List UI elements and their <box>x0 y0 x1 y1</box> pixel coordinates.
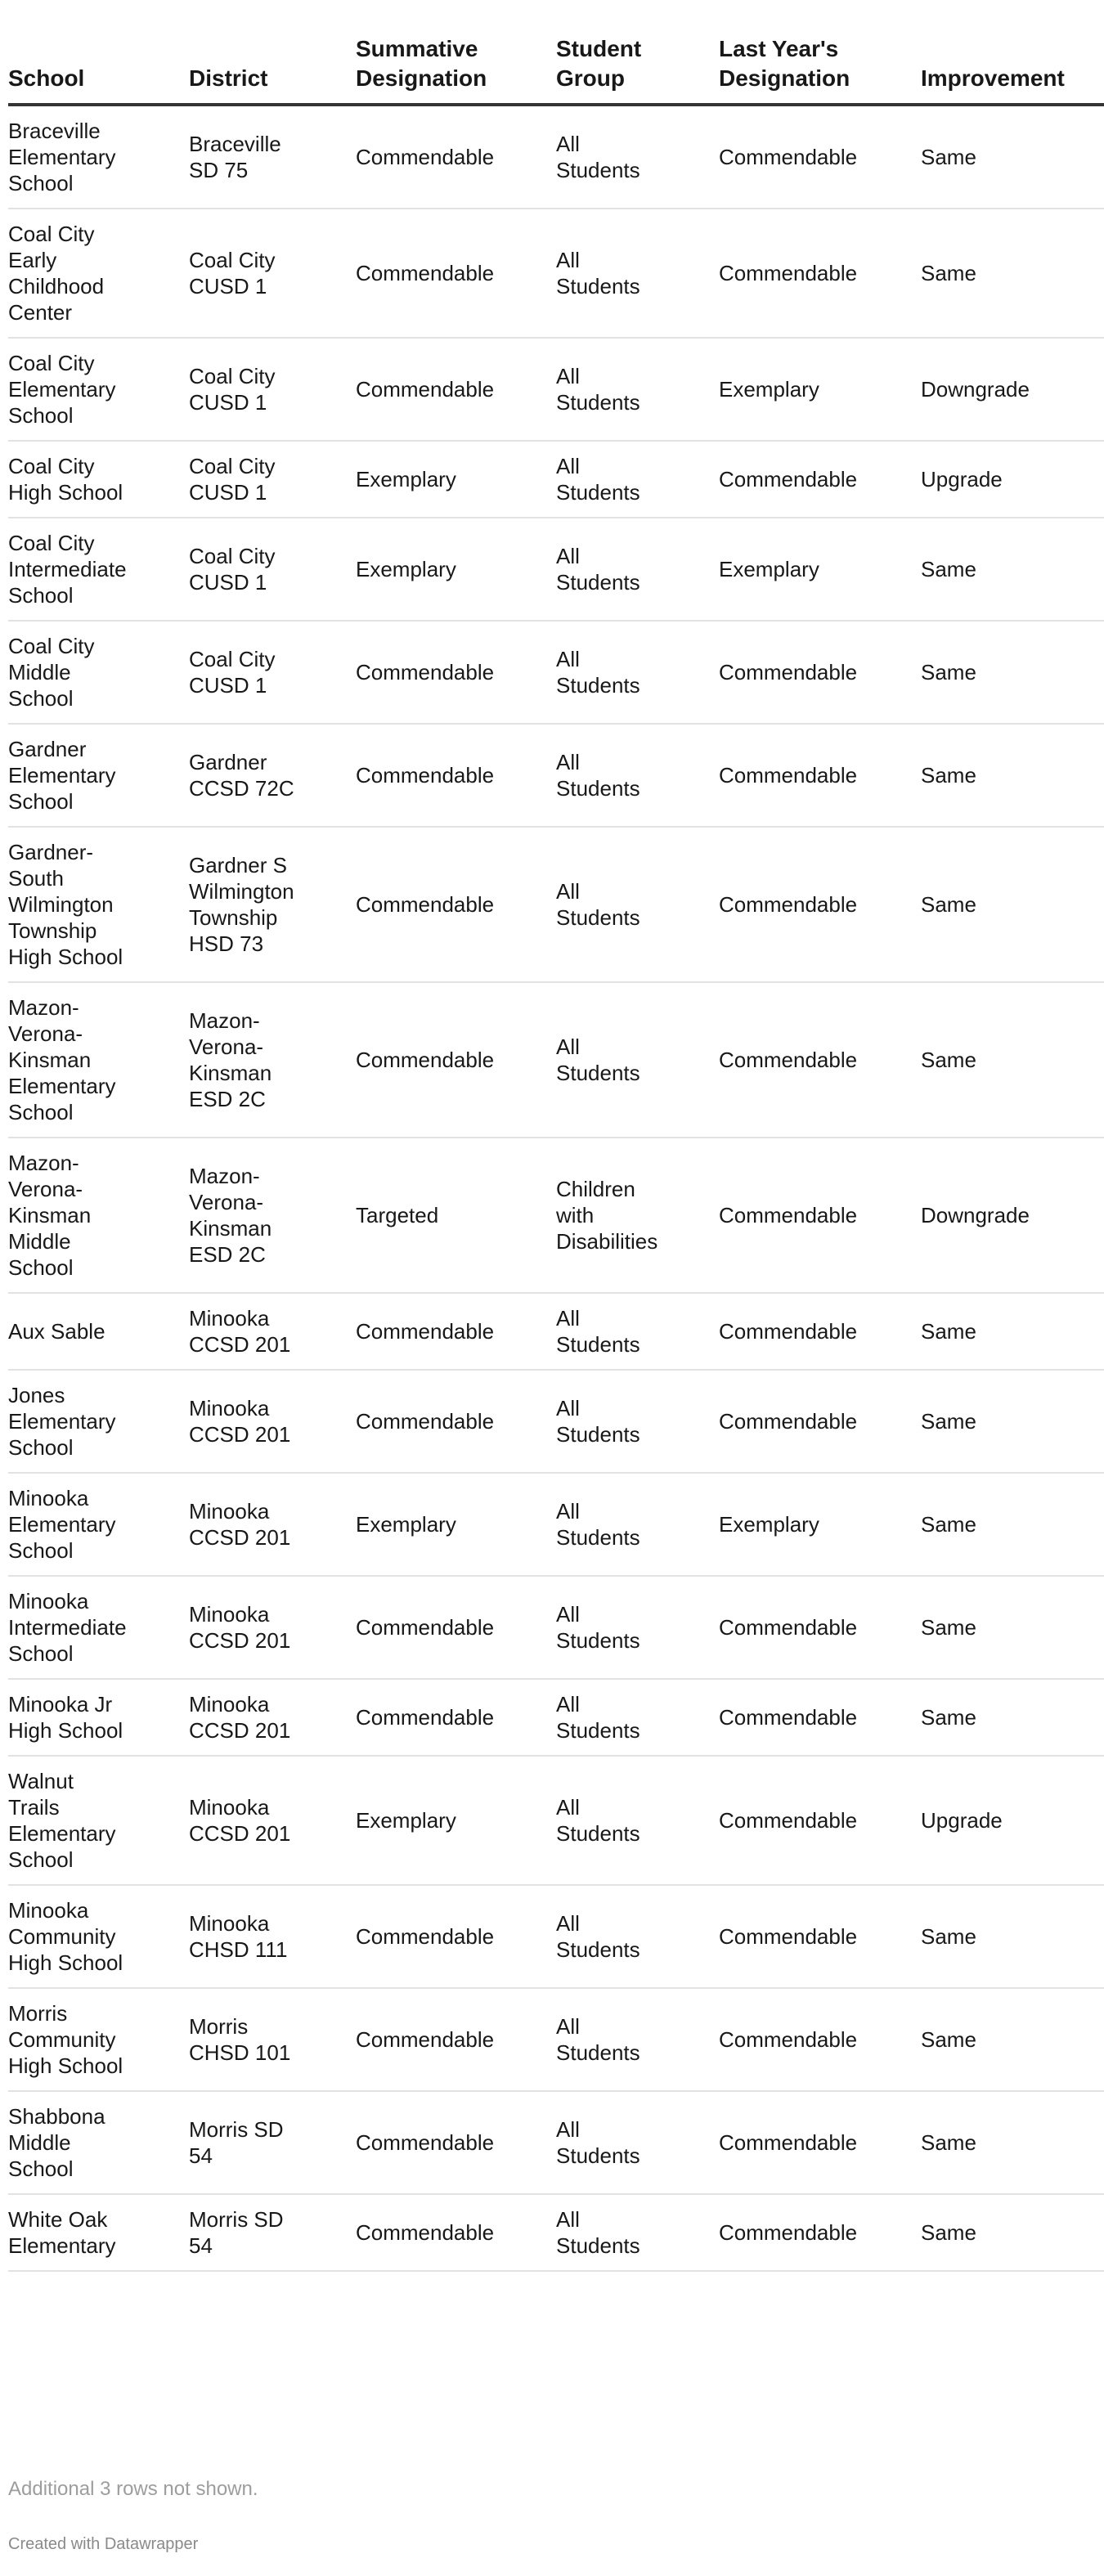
cell-school: Aux Sable <box>8 1293 189 1370</box>
cell-school: White Oak Elementary <box>8 2194 189 2271</box>
cell-improvement: Same <box>921 1885 1104 1988</box>
cell-district: Mazon- Verona- Kinsman ESD 2C <box>189 1138 356 1293</box>
cell-summative: Commendable <box>356 1679 556 1756</box>
cell-group: Children with Disabilities <box>556 1138 719 1293</box>
cell-last-year: Commendable <box>719 982 921 1138</box>
cell-school: Minooka Elementary School <box>8 1473 189 1576</box>
cell-improvement: Upgrade <box>921 1756 1104 1885</box>
table-row <box>8 1293 1104 1370</box>
table-header-row <box>8 33 1104 105</box>
cell-summative: Commendable <box>356 2194 556 2271</box>
cell-district: Gardner CCSD 72C <box>189 724 356 827</box>
cell-summative: Commendable <box>356 2091 556 2194</box>
cell-group: All Students <box>556 1885 719 1988</box>
cell-summative: Exemplary <box>356 1473 556 1576</box>
cell-last-year: Commendable <box>719 209 921 338</box>
cell-last-year: Exemplary <box>719 338 921 441</box>
cell-group: All Students <box>556 1293 719 1370</box>
cell-school: Morris Community High School <box>8 1988 189 2091</box>
cell-last-year: Commendable <box>719 2194 921 2271</box>
cell-last-year: Commendable <box>719 724 921 827</box>
cell-group: All Students <box>556 1756 719 1885</box>
cell-school: Coal City Elementary School <box>8 338 189 441</box>
column-header-school[interactable]: School <box>8 33 189 105</box>
cell-group: All Students <box>556 1473 719 1576</box>
cell-summative: Commendable <box>356 105 556 209</box>
cell-last-year: Commendable <box>719 105 921 209</box>
cell-district: Minooka CCSD 201 <box>189 1679 356 1756</box>
cell-last-year: Commendable <box>719 827 921 982</box>
cell-group: All Students <box>556 1988 719 2091</box>
table-row <box>8 1756 1104 1885</box>
cell-group: All Students <box>556 982 719 1138</box>
table-row <box>8 1370 1104 1473</box>
cell-school: Minooka Intermediate School <box>8 1576 189 1679</box>
cell-group: All Students <box>556 441 719 518</box>
cell-group: All Students <box>556 1576 719 1679</box>
cell-last-year: Commendable <box>719 1138 921 1293</box>
cell-school: Coal City Intermediate School <box>8 518 189 621</box>
cell-last-year: Exemplary <box>719 1473 921 1576</box>
cell-summative: Commendable <box>356 1576 556 1679</box>
cell-improvement: Same <box>921 518 1104 621</box>
datawrapper-credit[interactable]: Created with Datawrapper <box>8 2535 199 2553</box>
cell-school: Coal City High School <box>8 441 189 518</box>
cell-last-year: Commendable <box>719 621 921 724</box>
cell-improvement: Same <box>921 982 1104 1138</box>
cell-school: Gardner- South Wilmington Township High School <box>8 827 189 982</box>
cell-school: Coal City Middle School <box>8 621 189 724</box>
table-row <box>8 827 1104 982</box>
cell-summative: Commendable <box>356 621 556 724</box>
cell-school: Gardner Elementary School <box>8 724 189 827</box>
cell-improvement: Same <box>921 1293 1104 1370</box>
cell-summative: Commendable <box>356 1988 556 2091</box>
cell-group: All Students <box>556 621 719 724</box>
cell-improvement: Same <box>921 621 1104 724</box>
table-row <box>8 338 1104 441</box>
cell-improvement: Downgrade <box>921 338 1104 441</box>
table-row <box>8 1576 1104 1679</box>
table-row <box>8 1473 1104 1576</box>
cell-district: Coal City CUSD 1 <box>189 621 356 724</box>
cell-last-year: Commendable <box>719 1370 921 1473</box>
cell-improvement: Same <box>921 827 1104 982</box>
cell-district: Minooka CHSD 111 <box>189 1885 356 1988</box>
cell-group: All Students <box>556 518 719 621</box>
cell-improvement: Same <box>921 1576 1104 1679</box>
cell-improvement: Same <box>921 1988 1104 2091</box>
table-row <box>8 982 1104 1138</box>
cell-last-year: Commendable <box>719 1756 921 1885</box>
cell-district: Minooka CCSD 201 <box>189 1473 356 1576</box>
cell-summative: Targeted <box>356 1138 556 1293</box>
table-body <box>8 105 1104 2271</box>
cell-group: All Students <box>556 2194 719 2271</box>
cell-district: Coal City CUSD 1 <box>189 338 356 441</box>
cell-group: All Students <box>556 1679 719 1756</box>
column-header-summative[interactable]: Summative Designation <box>356 33 556 105</box>
cell-improvement: Same <box>921 1370 1104 1473</box>
cell-district: Mazon- Verona- Kinsman ESD 2C <box>189 982 356 1138</box>
cell-district: Gardner S Wilmington Township HSD 73 <box>189 827 356 982</box>
cell-last-year: Commendable <box>719 1576 921 1679</box>
cell-school: Mazon- Verona- Kinsman Middle School <box>8 1138 189 1293</box>
cell-school: Shabbona Middle School <box>8 2091 189 2194</box>
cell-district: Coal City CUSD 1 <box>189 518 356 621</box>
column-header-district[interactable]: District <box>189 33 356 105</box>
table-row <box>8 1988 1104 2091</box>
cell-last-year: Commendable <box>719 1988 921 2091</box>
cell-school: Walnut Trails Elementary School <box>8 1756 189 1885</box>
table-row <box>8 2194 1104 2271</box>
cell-summative: Commendable <box>356 209 556 338</box>
cell-school: Minooka Community High School <box>8 1885 189 1988</box>
cell-improvement: Same <box>921 105 1104 209</box>
cell-last-year: Exemplary <box>719 518 921 621</box>
cell-improvement: Same <box>921 2091 1104 2194</box>
cell-district: Coal City CUSD 1 <box>189 209 356 338</box>
cell-district: Minooka CCSD 201 <box>189 1756 356 1885</box>
cell-group: All Students <box>556 2091 719 2194</box>
cell-last-year: Commendable <box>719 2091 921 2194</box>
cell-summative: Exemplary <box>356 1756 556 1885</box>
table-row <box>8 1679 1104 1756</box>
cell-school: Coal City Early Childhood Center <box>8 209 189 338</box>
cell-district: Minooka CCSD 201 <box>189 1293 356 1370</box>
cell-improvement: Same <box>921 209 1104 338</box>
cell-district: Minooka CCSD 201 <box>189 1370 356 1473</box>
schools-table <box>8 33 1104 2272</box>
cell-summative: Commendable <box>356 982 556 1138</box>
cell-improvement: Same <box>921 724 1104 827</box>
column-header-group[interactable]: Student Group <box>556 33 719 105</box>
cell-district: Morris SD 54 <box>189 2194 356 2271</box>
rows-hidden-note: Additional 3 rows not shown. <box>8 2478 258 2500</box>
cell-last-year: Commendable <box>719 1293 921 1370</box>
table-row <box>8 518 1104 621</box>
cell-district: Coal City CUSD 1 <box>189 441 356 518</box>
cell-last-year: Commendable <box>719 441 921 518</box>
cell-group: All Students <box>556 209 719 338</box>
column-header-improvement[interactable]: Improvement <box>921 33 1104 105</box>
cell-improvement: Downgrade <box>921 1138 1104 1293</box>
cell-group: All Students <box>556 827 719 982</box>
cell-group: All Students <box>556 724 719 827</box>
cell-school: Braceville Elementary School <box>8 105 189 209</box>
cell-school: Jones Elementary School <box>8 1370 189 1473</box>
cell-district: Braceville SD 75 <box>189 105 356 209</box>
cell-district: Minooka CCSD 201 <box>189 1576 356 1679</box>
cell-improvement: Upgrade <box>921 441 1104 518</box>
cell-district: Morris SD 54 <box>189 2091 356 2194</box>
table-row <box>8 724 1104 827</box>
cell-district: Morris CHSD 101 <box>189 1988 356 2091</box>
table-row <box>8 441 1104 518</box>
cell-improvement: Same <box>921 1473 1104 1576</box>
cell-summative: Commendable <box>356 1293 556 1370</box>
cell-improvement: Same <box>921 2194 1104 2271</box>
cell-summative: Exemplary <box>356 518 556 621</box>
cell-summative: Commendable <box>356 338 556 441</box>
table-row <box>8 1138 1104 1293</box>
cell-summative: Commendable <box>356 1370 556 1473</box>
cell-school: Mazon- Verona- Kinsman Elementary School <box>8 982 189 1138</box>
table-row <box>8 621 1104 724</box>
cell-last-year: Commendable <box>719 1679 921 1756</box>
column-header-last-year[interactable]: Last Year's Designation <box>719 33 921 105</box>
table-row <box>8 209 1104 338</box>
cell-group: All Students <box>556 1370 719 1473</box>
cell-group: All Students <box>556 105 719 209</box>
cell-summative: Commendable <box>356 827 556 982</box>
cell-school: Minooka Jr High School <box>8 1679 189 1756</box>
cell-improvement: Same <box>921 1679 1104 1756</box>
table-row <box>8 2091 1104 2194</box>
cell-group: All Students <box>556 338 719 441</box>
cell-last-year: Commendable <box>719 1885 921 1988</box>
cell-summative: Commendable <box>356 724 556 827</box>
cell-summative: Commendable <box>356 1885 556 1988</box>
cell-summative: Exemplary <box>356 441 556 518</box>
table-row <box>8 105 1104 209</box>
table-row <box>8 1885 1104 1988</box>
